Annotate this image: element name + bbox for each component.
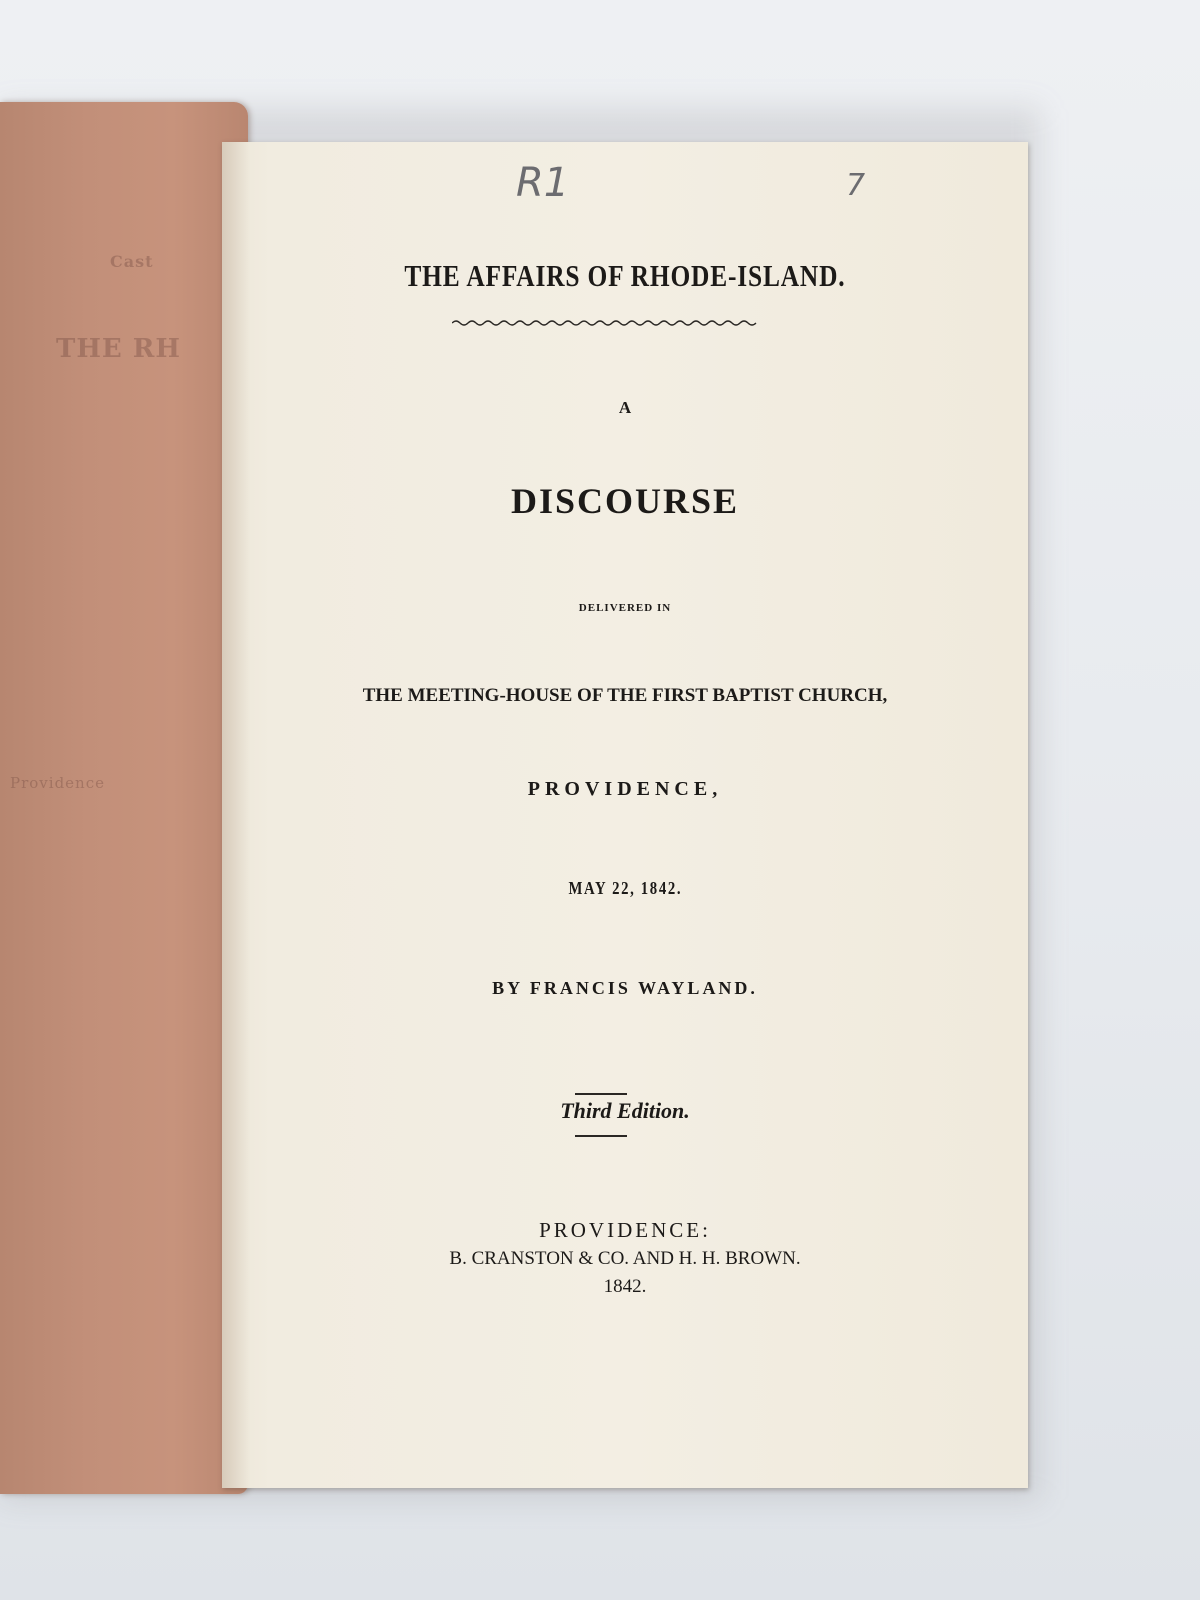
page-title: THE AFFAIRS OF RHODE-ISLAND.	[404, 258, 846, 293]
title-line-wrapper	[222, 258, 1028, 294]
author-line: BY FRANCIS WAYLAND.	[492, 978, 758, 998]
date-line: MAY 22, 1842.	[568, 878, 682, 898]
cover-show-through-imprint: Providence	[10, 774, 105, 792]
imprint-publishers: B. CRANSTON & CO. AND H. H. BROWN.	[449, 1248, 801, 1269]
article-a: A	[618, 398, 632, 417]
delivered-in: DELIVERED IN	[578, 602, 672, 614]
date-line-wrapper	[222, 878, 1028, 899]
meeting-house-line: THE MEETING-HOUSE OF THE FIRST BAPTIST CHURCH,	[362, 685, 888, 706]
wavy-rule	[452, 318, 762, 328]
providence-line: PROVIDENCE,	[527, 778, 723, 800]
handwritten-corner-mark: 7	[846, 168, 866, 203]
imprint-city: PROVIDENCE:	[539, 1218, 711, 1242]
edition-rule-bottom	[575, 1135, 627, 1137]
edition-line: Third Edition.	[560, 1098, 690, 1123]
imprint-year: 1842.	[603, 1276, 647, 1297]
cover-show-through-title: THE RH	[56, 334, 181, 364]
cover-show-through-text: Cast	[110, 252, 154, 271]
discourse-heading: DISCOURSE	[510, 481, 740, 521]
pamphlet-cover	[0, 102, 248, 1494]
handwritten-note: R1	[516, 160, 570, 206]
edition-rule-top	[575, 1093, 627, 1095]
